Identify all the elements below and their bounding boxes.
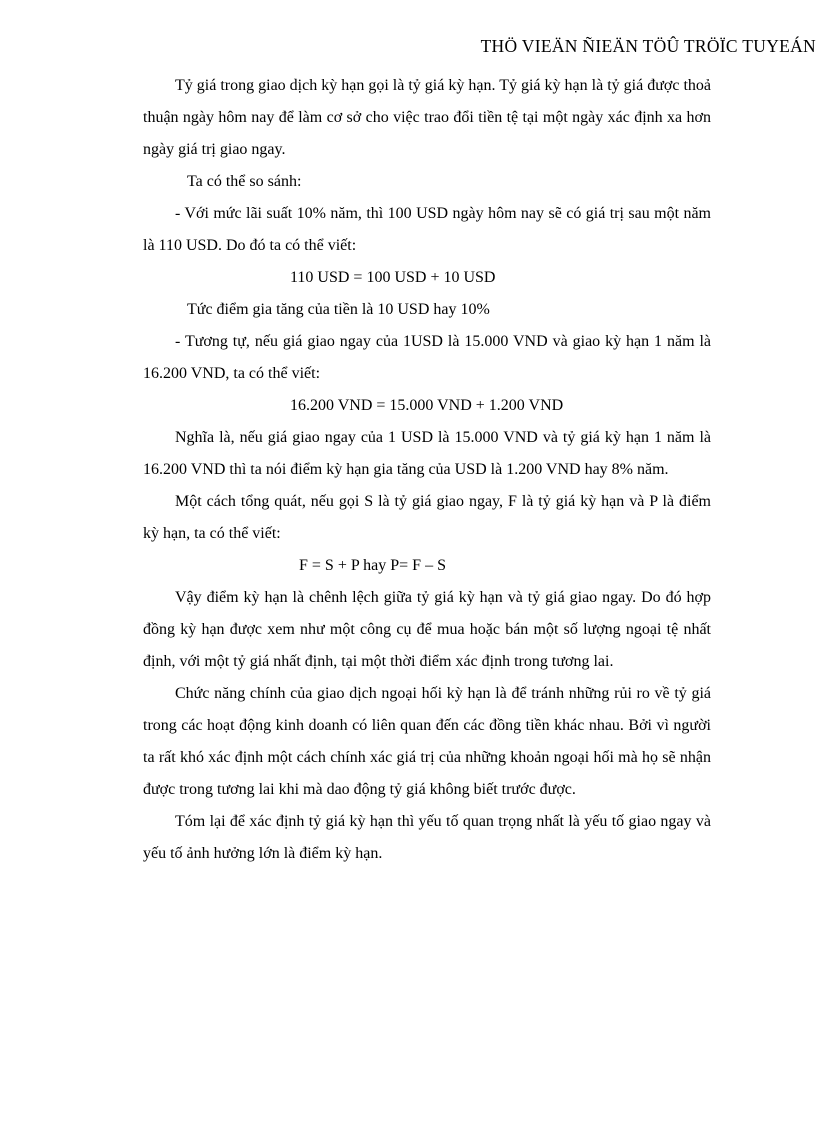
paragraph-vnd-meaning: Nghĩa là, nếu giá giao ngay của 1 USD là 15.000 VND và tỷ giá kỳ hạn 1 năm là 16.200 VND thì ta nói điểm kỳ hạn gia tăng của USD là 1.200 VND hay 8% năm. [143,429,711,478]
equation-general: F = S + P hay P= F – S [299,557,446,574]
paragraph-comparison-intro: Ta có thể so sánh: [187,173,302,190]
paragraph-vnd-example: - Tương tự, nếu giá giao ngay của 1USD là 15.000 VND và giao kỳ hạn 1 năm là 16.200 VND, ta có thể viết: [143,333,711,382]
paragraph-forward-function: Chức năng chính của giao dịch ngoại hối kỳ hạn là để tránh những rủi ro về tỷ giá trong các hoạt động kinh doanh có liên quan đến các đồng tiền khác nhau. Bởi vì người ta rất khó xác định một cách chính xác giá trị của những khoản ngoại hối mà họ sẽ nhận được trong tương lai khi mà dao động tỷ giá không biết trước được. [143,685,711,798]
equation-vnd: 16.200 VND = 15.000 VND + 1.200 VND [290,397,564,414]
paragraph-forward-points: Vậy điểm kỳ hạn là chênh lệch giữa tỷ giá kỳ hạn và tỷ giá giao ngay. Do đó hợp đồng kỳ hạn được xem như một công cụ để mua hoặc bán một số lượng ngoại tệ nhất định, với một tỷ giá nhất định, tại một thời điểm xác định trong tương lai. [143,589,711,670]
paragraph-conclusion: Tóm lại để xác định tỷ giá kỳ hạn thì yếu tố quan trọng nhất là yếu tố giao ngay và yếu tố ảnh hưởng lớn là điểm kỳ hạn. [143,813,711,862]
paragraph-usd-increase: Tức điểm gia tăng của tiền là 10 USD hay 10% [187,301,490,318]
equation-usd: 110 USD = 100 USD + 10 USD [290,269,496,286]
page-header: THÖ VIEÄN ÑIEÄN TÖÛ TRÖÏC TUYEÁN [480,36,816,56]
paragraph-general-formula-intro: Một cách tổng quát, nếu gọi S là tỷ giá giao ngay, F là tỷ giá kỳ hạn và P là điểm kỳ hạn, ta có thể viết: [143,493,711,542]
paragraph-usd-interest-example: - Với mức lãi suất 10% năm, thì 100 USD ngày hôm nay sẽ có giá trị sau một năm là 110 USD. Do đó ta có thể viết: [143,205,711,254]
paragraph-forward-rate-definition: Tỷ giá trong giao dịch kỳ hạn gọi là tỷ giá kỳ hạn. Tỷ giá kỳ hạn là tỷ giá được thoả thuận ngày hôm nay để làm cơ sở cho việc trao đổi tiền tệ tại một ngày xác định xa hơn ngày giá trị giao ngay. [143,77,711,158]
document-body [143,70,711,870]
